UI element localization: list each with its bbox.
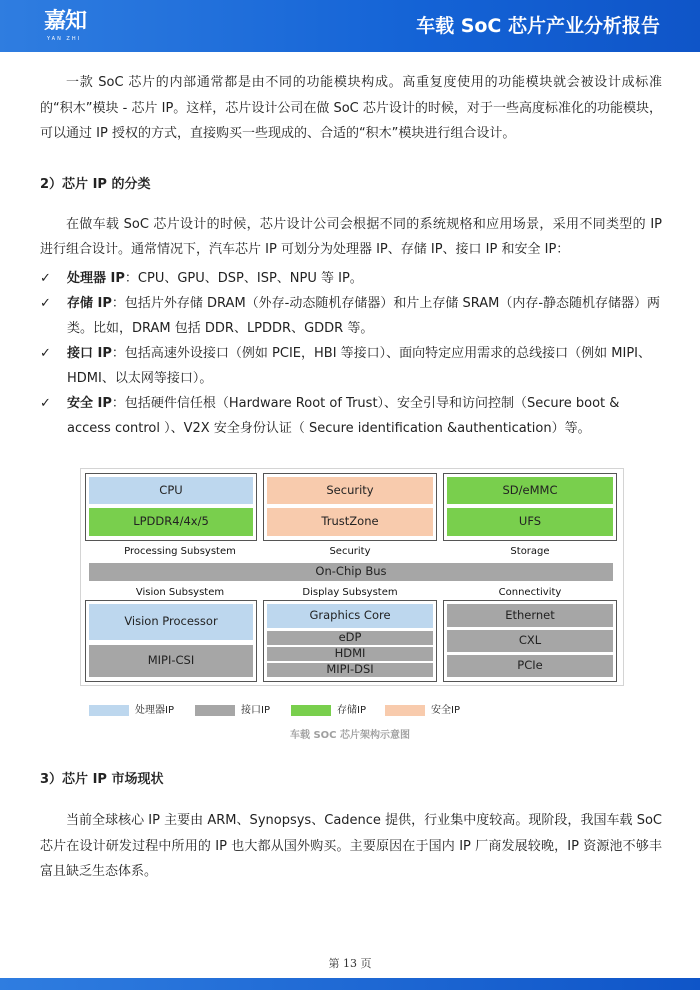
- bullet-text: ：包括片外存储 DRAM（外存-动态随机存储器）和片上存储 SRAM（内存-静态随机存储器）两类。比如，DRAM 包括 DDR、LPDDR、GDDR 等。: [67, 295, 661, 336]
- trustzone-block: TrustZone: [267, 508, 433, 536]
- edp-block: eDP: [267, 631, 433, 645]
- section-2-heading: 2）芯片 IP 的分类: [40, 176, 151, 192]
- section-3-heading: 3）芯片 IP 市场现状: [40, 772, 164, 787]
- soc-architecture-diagram: [80, 468, 624, 686]
- page-suffix: 页: [360, 957, 372, 970]
- display-subsystem-label: Display Subsystem: [302, 587, 398, 598]
- check-icon: ✓: [40, 395, 51, 411]
- sd-emmc-block: SD/eMMC: [447, 477, 613, 504]
- legend-swatch-processor: [89, 705, 129, 716]
- legend-swatch-storage: [291, 705, 331, 716]
- lpddr-block: LPDDR4/4x/5: [89, 508, 253, 536]
- section-3: [40, 767, 662, 885]
- storage-label: Storage: [510, 546, 550, 557]
- bullet-interface-ip: [40, 341, 662, 391]
- legend-label-interface: 接口IP: [241, 705, 270, 716]
- company-logo: [44, 8, 88, 46]
- processing-subsystem-label: Processing Subsystem: [124, 546, 236, 557]
- ufs-block: UFS: [447, 508, 613, 536]
- logo-text: 嘉知: [44, 9, 87, 34]
- hdmi-block: HDMI: [267, 647, 433, 661]
- pcie-block: PCIe: [447, 655, 613, 677]
- ethernet-block: Ethernet: [447, 604, 613, 627]
- page-footer-bar: [0, 978, 700, 990]
- bullet-security-ip: [40, 391, 662, 441]
- bullet-term: 处理器 IP: [67, 270, 125, 286]
- intro-paragraph: 一款 SoC 芯片的内部通常都是由不同的功能模块构成。高重复度使用的功能模块就会被设计成标准的“积木”模块 - 芯片 IP。这样，芯片设计公司在做 SoC 芯片设计的时候，对于一些高度标准化的功能模块，可以通过 IP 授权的方式，直接购买一些现成的、合适的“积木”模块进行组合设计。: [40, 75, 662, 141]
- connectivity-label: Connectivity: [498, 587, 562, 598]
- section-2-paragraph: 在做车载 SoC 芯片设计的时候，芯片设计公司会根据不同的系统规格和应用场景，采用不同类型的 IP 进行组合设计。通常情况下，汽车芯片 IP 可划分为处理器 IP、存储 IP、接口 IP 和安全 IP：: [40, 216, 662, 257]
- on-chip-bus: On-Chip Bus: [89, 563, 613, 581]
- diagram-legend: [89, 703, 609, 719]
- page-prefix: 第: [328, 957, 340, 970]
- bullet-term: 存储 IP: [67, 295, 112, 311]
- page-header: [0, 0, 700, 52]
- check-icon: ✓: [40, 295, 51, 311]
- graphics-core-block: Graphics Core: [267, 604, 433, 628]
- legend-label-security: 安全IP: [431, 705, 460, 716]
- legend-swatch-security: [385, 705, 425, 716]
- bullet-text: ：包括高速外设接口（例如 PCIE，HBI 等接口）、面向特定应用需求的总线接口（例如 MIPI、HDMI、以太网等接口）。: [67, 345, 652, 386]
- report-title: 车载 SoC 芯片产业分析报告: [416, 15, 660, 37]
- vision-subsystem-label: Vision Subsystem: [135, 587, 225, 598]
- bullet-text: ：包括硬件信任根（Hardware Root of Trust）、安全引导和访问控制（Secure boot & access control ）、V2X 安全身份认证（ Secure identification &authentication）等。: [67, 395, 620, 436]
- page-number: [0, 955, 700, 971]
- page-number-value: 13: [343, 957, 357, 970]
- section-3-paragraph: 当前全球核心 IP 主要由 ARM、Synopsys、Cadence 提供，行业集中度较高。现阶段，我国车载 SoC 芯片在设计研发过程中所用的 IP 也大都从国外购买。主要原因在于国内 IP 厂商发展较晚，IP 资源池不够丰富且缺乏生态体系。: [40, 813, 662, 879]
- bullet-processor-ip: [40, 266, 662, 291]
- legend-swatch-interface: [195, 705, 235, 716]
- diagram-caption: 车载 SOC 芯片架构示意图: [289, 730, 410, 741]
- check-icon: ✓: [40, 270, 51, 286]
- ip-category-list: [40, 266, 662, 441]
- mipi-dsi-block: MIPI-DSI: [267, 663, 433, 677]
- page-content: [40, 70, 662, 441]
- security-label: Security: [329, 546, 371, 557]
- vision-processor-block: Vision Processor: [89, 604, 253, 640]
- bullet-term: 安全 IP: [67, 395, 112, 411]
- check-icon: ✓: [40, 345, 51, 361]
- logo-subtext: YAN ZHI: [47, 36, 82, 42]
- bullet-text: ：CPU、GPU、DSP、ISP、NPU 等 IP。: [124, 270, 363, 286]
- bullet-term: 接口 IP: [67, 345, 112, 361]
- cpu-block: CPU: [89, 477, 253, 504]
- legend-label-storage: 存储IP: [337, 705, 366, 716]
- mipi-csi-block: MIPI-CSI: [89, 645, 253, 677]
- cxl-block: CXL: [447, 630, 613, 652]
- bullet-storage-ip: [40, 291, 662, 341]
- security-block: Security: [267, 477, 433, 504]
- legend-label-processor: 处理器IP: [135, 705, 174, 716]
